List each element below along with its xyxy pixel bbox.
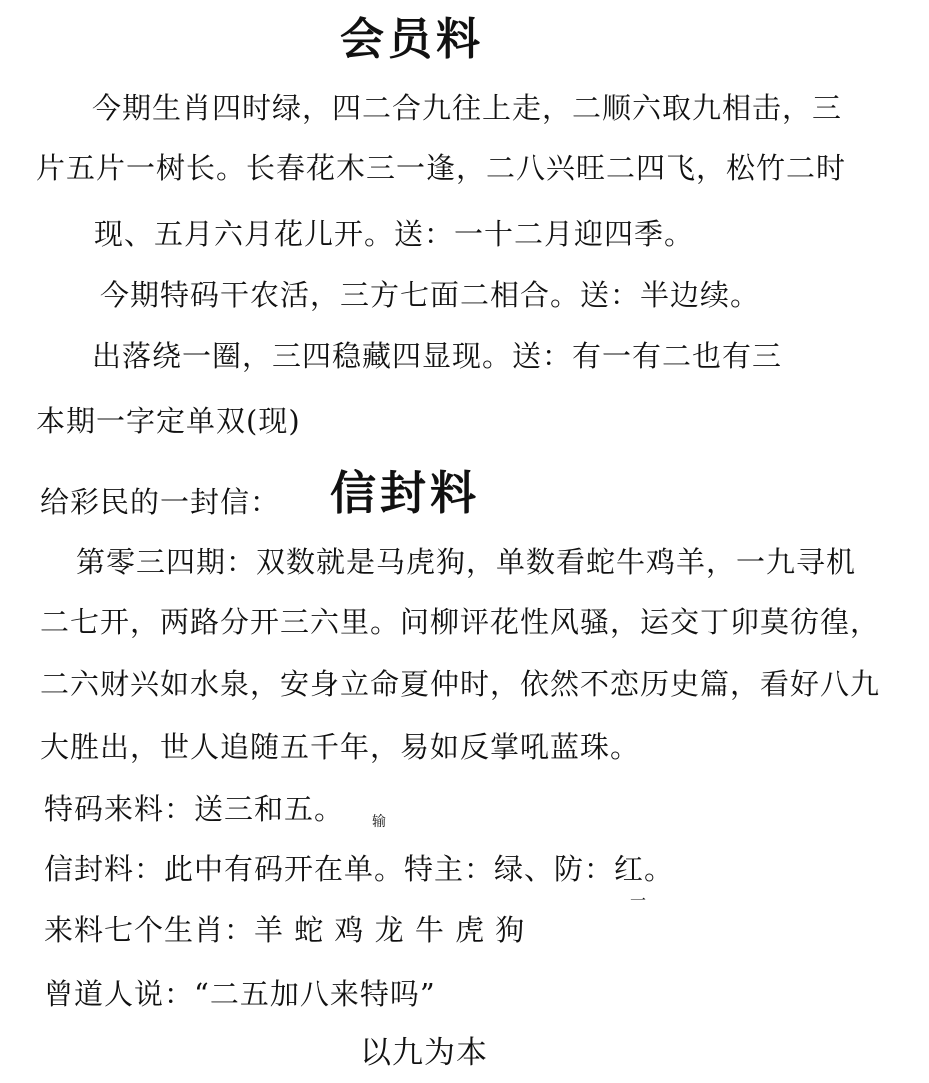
letter-line-1: 第零三四期：双数就是马虎狗，单数看蛇牛鸡羊，一九寻机 bbox=[76, 545, 857, 579]
dash-mark: 一 bbox=[630, 891, 647, 910]
small-note: 输 bbox=[372, 814, 386, 830]
special-code-line: 特码来料：送三和五。 bbox=[44, 792, 345, 826]
member-line-5: 出落绕一圈，三四稳藏四显现。送：有一有二也有三 bbox=[92, 339, 783, 373]
envelope-line: 信封料：此中有码开在单。特主：绿、防：红。 bbox=[44, 852, 675, 886]
member-line-4: 今期特码干农活，三方七面二相合。送：半边续。 bbox=[100, 278, 761, 312]
letter-intro: 给彩民的一封信： bbox=[40, 485, 281, 519]
letter-line-2: 二七开，两路分开三六里。问柳评花性风骚，运交丁卯莫彷徨， bbox=[40, 605, 881, 639]
member-line-6: 本期一字定单双(现) bbox=[36, 404, 301, 438]
section-title-letter: 信封料 bbox=[330, 466, 480, 520]
letter-line-3: 二六财兴如水泉，安身立命夏仲时，依然不恋历史篇，看好八九 bbox=[40, 667, 881, 701]
section-title-member: 会员料 bbox=[340, 14, 484, 65]
member-line-1: 今期生肖四时绿，四二合九往上走，二顺六取九相击，三 bbox=[92, 91, 843, 125]
member-line-2: 片五片一树长。长春花木三一逢，二八兴旺二四飞，松竹二时 bbox=[36, 151, 847, 185]
footer-motto: 以九为本 bbox=[360, 1035, 488, 1071]
letter-line-4: 大胜出，世人追随五千年，易如反掌吼蓝珠。 bbox=[40, 730, 641, 764]
zeng-line: 曾道人说：“二五加八来特吗” bbox=[44, 977, 436, 1011]
zodiac-line: 来料七个生肖：羊 蛇 鸡 龙 牛 虎 狗 bbox=[44, 913, 526, 947]
member-line-3: 现、五月六月花儿开。送：一十二月迎四季。 bbox=[94, 217, 695, 251]
